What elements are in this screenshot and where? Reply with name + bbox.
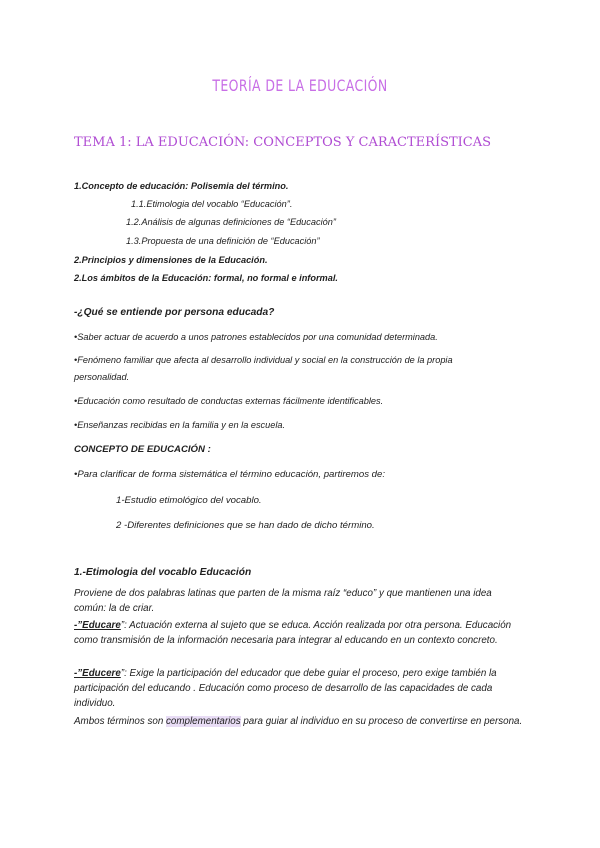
bullet-item: •Saber actuar de acuerdo a unos patrones establecidos por una comunidad determinada. — [74, 332, 438, 342]
bullet-item: •Enseñanzas recibidas en la familia y en la escuela. — [74, 420, 286, 430]
index-item-3: 2.Los ámbitos de la Educación: formal, no formal e informal. — [74, 273, 338, 283]
educare-paragraph — [74, 618, 524, 648]
educere-term: -”Educere — [74, 668, 121, 679]
educere-definition: ”: Exige la participación del educador que debe guiar el proceso, pero exige también la participación del educando . Educación como proceso de desarrollo de las capacidades de cada individuo. — [74, 668, 497, 709]
ambos-text-end: para guiar al individuo en su proceso de convertirse en persona. — [240, 716, 523, 727]
index-item-1-1: 1.1.Etimologia del vocablo “Educación”. — [131, 199, 293, 209]
etimologia-heading: 1.-Etimologia del vocablo Educación — [74, 567, 252, 578]
bullet-item: •Fenómeno familiar que afecta al desarrollo individual y social en la construcción de la propia — [74, 355, 453, 365]
bullet-item: •Educación como resultado de conductas externas fácilmente identificables. — [74, 396, 384, 406]
document-title: TEORÍA DE LA EDUCACIÓN — [212, 76, 388, 95]
concepto-intro: •Para clarificar de forma sistemática el término educación, partiremos de: — [74, 469, 386, 480]
educere-paragraph — [74, 666, 529, 711]
question-heading: -¿Qué se entiende por persona educada? — [74, 307, 275, 318]
educare-definition: ”: Actuación externa al sujeto que se educa. Acción realizada por otra persona. Educación como transmisión de la información necesaria para integrar al educando en un contexto concreto. — [74, 620, 512, 646]
index-item-1-2: 1.2.Análisis de algunas definiciones de “Educación” — [126, 217, 336, 227]
highlighted-word: complementarios — [166, 716, 241, 727]
index-item-1-3: 1.3.Propuesta de una definición de “Educación” — [126, 236, 320, 246]
ambos-paragraph — [74, 714, 524, 729]
index-item-1: 1.Concepto de educación: Polisemia del término. — [74, 181, 289, 191]
educare-term: -”Educare — [74, 620, 121, 631]
ambos-text-start: Ambos términos son — [74, 716, 167, 727]
bullet-item-continuation: personalidad. — [74, 372, 130, 382]
concepto-item: 2 -Diferentes definiciones que se han dado de dicho término. — [116, 520, 375, 531]
index-item-2: 2.Principios y dimensiones de la Educación. — [74, 255, 268, 265]
concepto-heading: CONCEPTO DE EDUCACIÓN : — [74, 444, 211, 455]
etimologia-paragraph: Proviene de dos palabras latinas que parten de la misma raíz “educo” y que mantienen una idea común: la de criar. — [74, 588, 492, 614]
concepto-item: 1-Estudio etimológico del vocablo. — [116, 495, 262, 506]
unit-heading: TEMA 1: LA EDUCACIÓN: CONCEPTOS Y CARACTERÍSTICAS — [74, 135, 492, 150]
